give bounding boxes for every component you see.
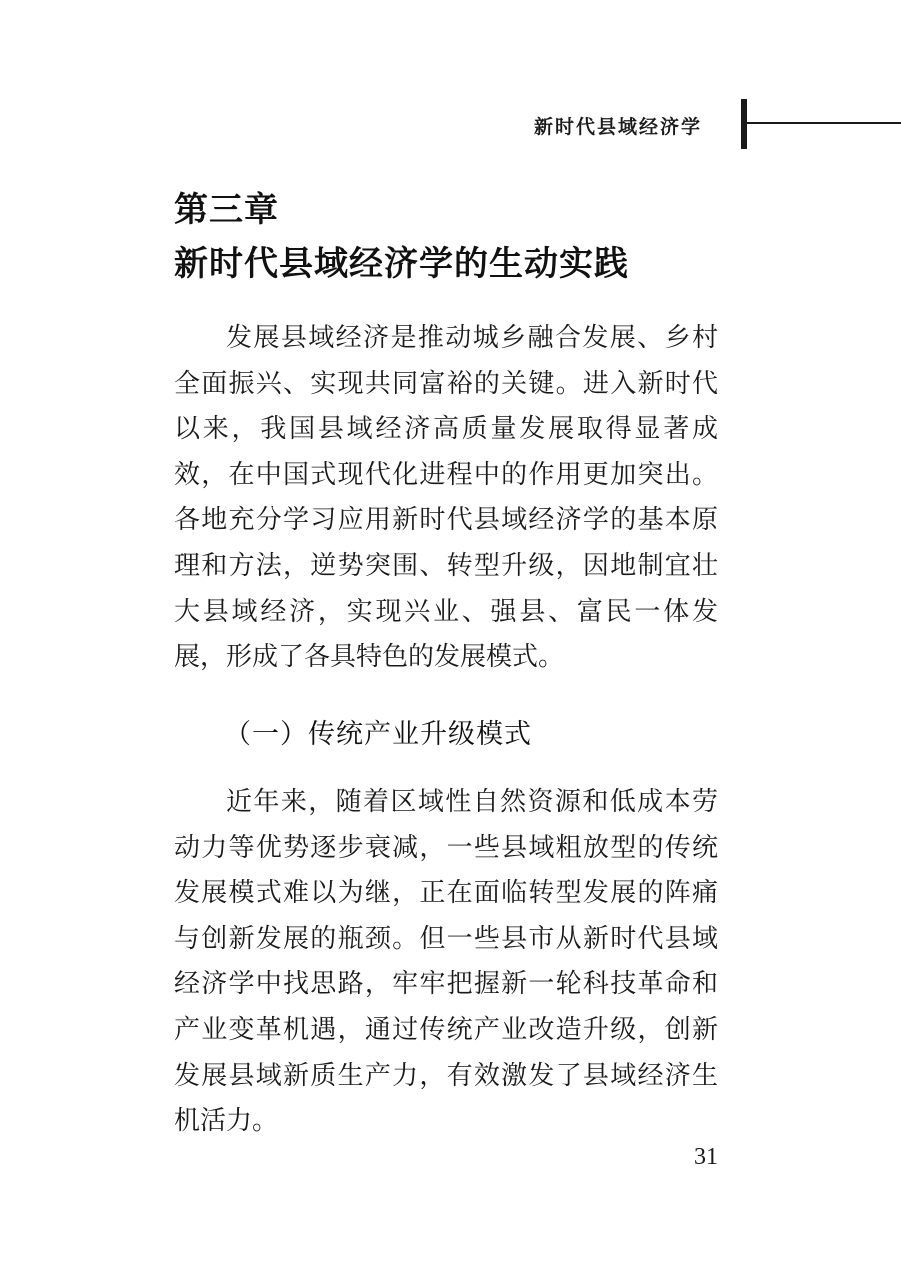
section-heading: （一）传统产业升级模式	[224, 719, 532, 750]
header-rule-line	[747, 122, 901, 124]
header-vertical-bar	[741, 99, 747, 149]
body-paragraph-intro: 发展县域经济是推动城乡融合发展、乡村全面振兴、实现共同富裕的关键。进入新时代以来，我国县域经济高质量发展取得显著成效，在中国式现代化进程中的作用更加突出。各地充分学习应用新时代县域经济学的基本原理和方法，逆势突围、转型升级，因地制宜壮大县域经济，实现兴业、强县、富民一体发展，形成了各具特色的发展模式。	[174, 323, 718, 673]
body-paragraph-section-one: 近年来，随着区域性自然资源和低成本劳动力等优势逐步衰减，一些县域粗放型的传统发展模式难以为继，正在面临转型发展的阵痛与创新发展的瓶颈。但一些县市从新时代县域经济学中找思路，牢牢把握新一轮科技革命和产业变革机遇，通过传统产业改造升级，创新发展县域新质生产力，有效激发了县域经济生机活力。	[174, 787, 718, 1137]
running-header-title: 新时代县域经济学	[533, 116, 702, 138]
chapter-number: 第三章	[174, 190, 279, 230]
chapter-title: 新时代县域经济学的生动实践	[174, 244, 629, 284]
page-number: 31	[694, 1144, 718, 1170]
